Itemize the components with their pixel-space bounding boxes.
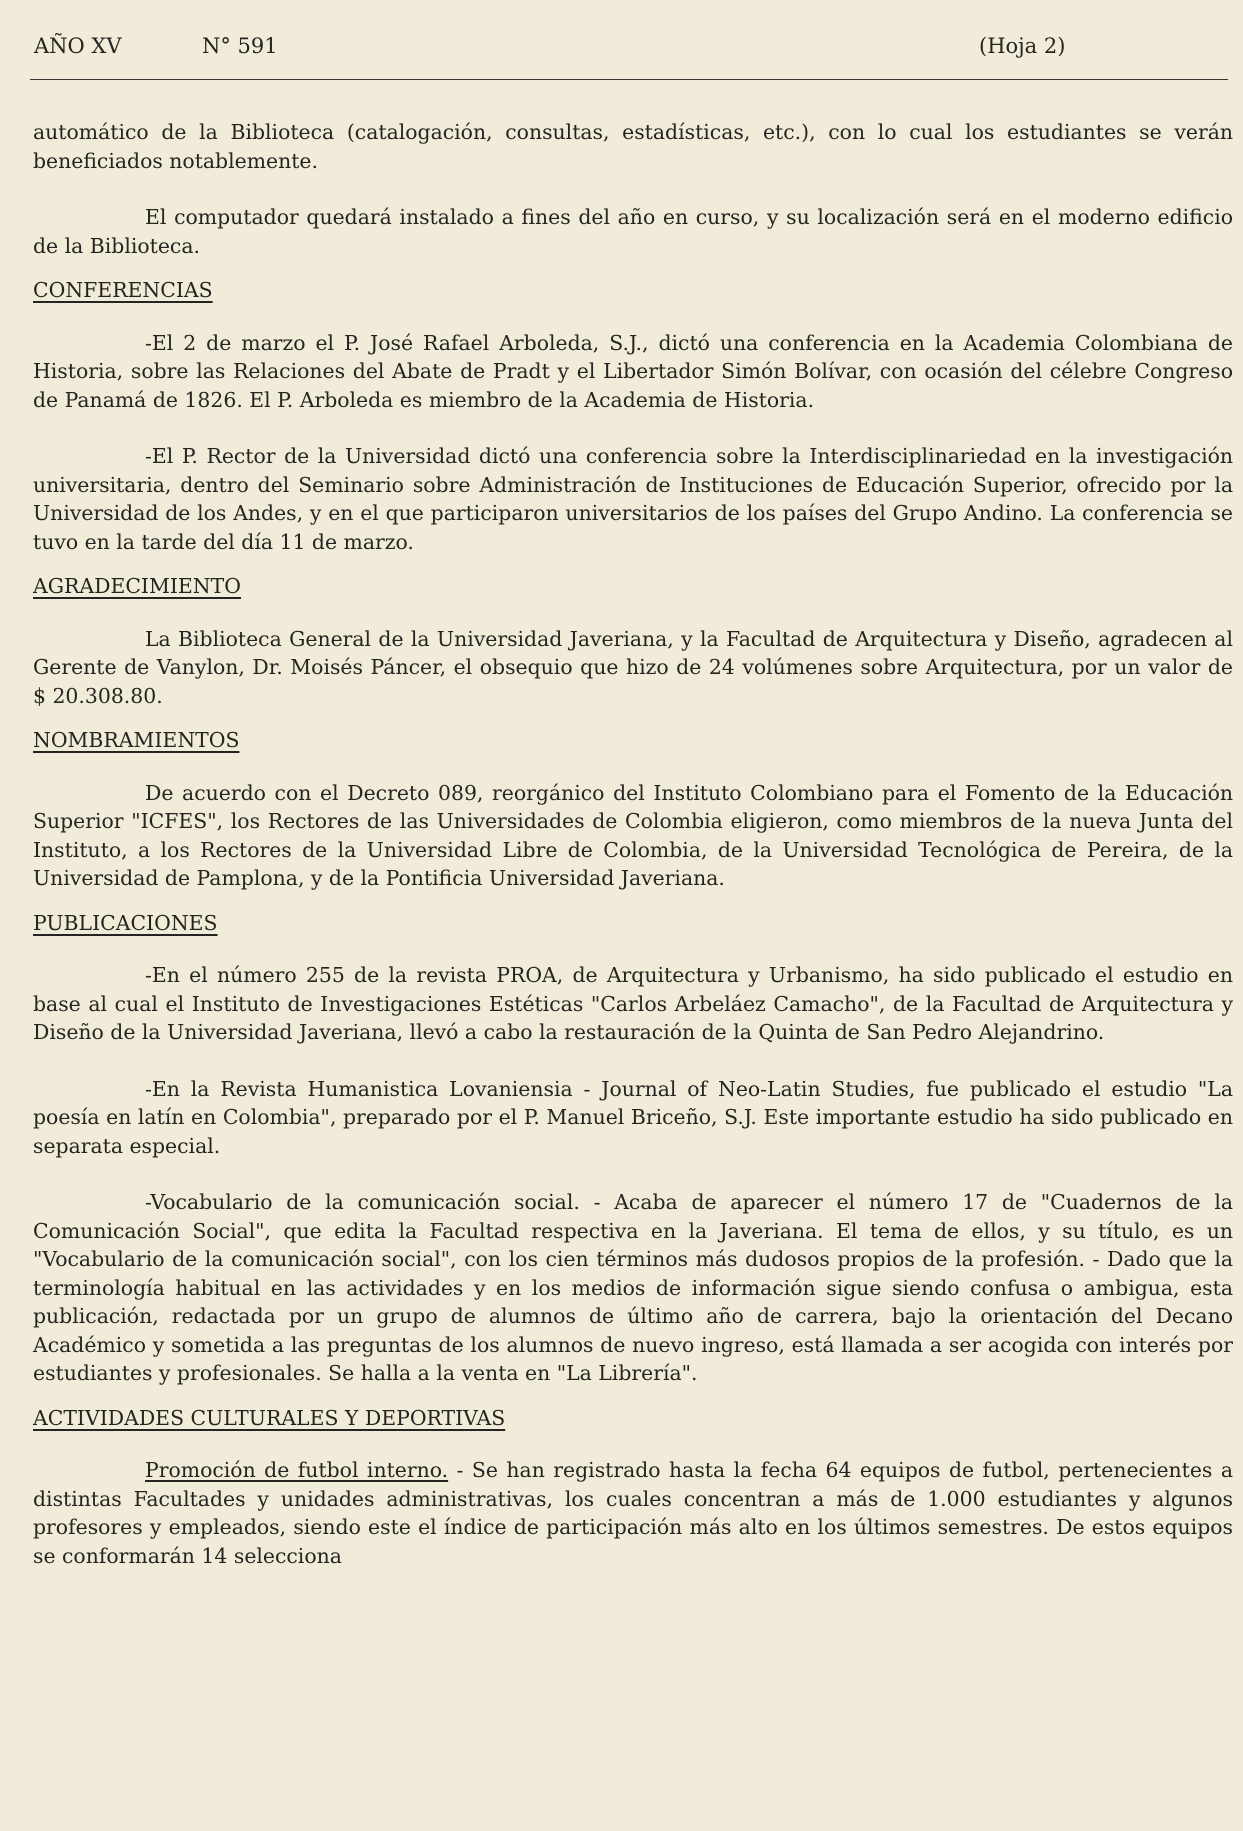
section-heading-agradecimiento: AGRADECIMIENTO — [33, 574, 241, 598]
actividades-paragraph — [33, 1456, 1233, 1570]
section-heading-conferencias: CONFERENCIAS — [33, 278, 213, 302]
publicaciones-paragraph-3: -Vocabulario de la comunicación social. - Acaba de aparecer el número 17 de "Cuadernos de la Comunicación Social", que edita la Facultad respectiva en la Javeriana. El tema de ellos, y su título, es un "Vocabulario de la comunicación social", con los cien términos más dudosos propios de la profesión. - Dado que la terminología habitual en las actividades y en los medios de información sigue siendo confusa o ambigua, esta publicación, redactada por un grupo de alumnos de último año de carrera, bajo la orientación del Decano Académico y sometida a las preguntas de los alumnos de nuevo ingreso, está llamada a ser acogida con interés por estudiantes y profesionales. Se halla a la venta en "La Librería". — [33, 1190, 1233, 1385]
nombramientos-paragraph: De acuerdo con el Decreto 089, reorgánico del Instituto Colombiano para el Fomento de la Educación Superior "ICFES", los Rectores de las Universidades de Colombia eligieron, como miembros de la nueva Junta del Instituto, a los Rectores de la Universidad Libre de Colombia, de la Universidad Tecnológica de Pereira, de la Universidad de Pamplona, y de la Pontificia Universidad Javeriana. — [33, 780, 1233, 890]
header-year: AÑO XV — [34, 34, 122, 58]
intro-paragraph-2: El computador quedará instalado a fines del año en curso, y su localización será en el moderno edificio de la Biblioteca. — [33, 205, 1233, 258]
page-header — [30, 30, 1235, 68]
conferencias-paragraph-1: -El 2 de marzo el P. José Rafael Arboleda, S.J., dictó una conferencia en la Academia Colombiana de Historia, sobre las Relaciones del Abate de Pradt y el Libertador Simón Bolívar, con ocasión del célebre Congreso de Panamá de 1826. El P. Arboleda es miembro de la Academia de Historia. — [33, 330, 1233, 412]
header-divider — [30, 79, 1228, 80]
header-sheet-number: (Hoja 2) — [979, 34, 1066, 58]
publicaciones-paragraph-2: -En la Revista Humanistica Lovaniensia - Journal of Neo-Latin Studies, fue publicado el estudio "La poesía en latín en Colombia", preparado por el P. Manuel Briceño, S.J. Este importante estudio ha sido publicado en separata especial. — [33, 1076, 1233, 1158]
intro-paragraph-1: automático de la Biblioteca (catalogación, consultas, estadísticas, etc.), con lo cual los estudiantes se verán beneficiados notablemente. — [33, 120, 1233, 173]
document-body — [33, 118, 1233, 1570]
section-heading-nombramientos: NOMBRAMIENTOS — [33, 728, 240, 752]
agradecimiento-paragraph: La Biblioteca General de la Universidad Javeriana, y la Facultad de Arquitectura y Diseño, agradecen al Gerente de Vanylon, Dr. Moisés Páncer, el obsequio que hizo de 24 volúmenes sobre Arquitectura, por un valor de $ 20.308.80. — [33, 626, 1233, 708]
publicaciones-paragraph-1: -En el número 255 de la revista PROA, de Arquitectura y Urbanismo, ha sido publicado el estudio en base al cual el Instituto de Investigaciones Estéticas "Carlos Arbeláez Camacho", de la Facultad de Arquitectura y Diseño de la Universidad Javeriana, llevó a cabo la restauración de la Quinta de San Pedro Alejandrino. — [33, 963, 1233, 1044]
conferencias-paragraph-2: -El P. Rector de la Universidad dictó una conferencia sobre la Interdisciplinariedad en la investigación universitaria, dentro del Seminario sobre Administración de Instituciones de Educación Superior, ofrecido por la Universidad de los Andes, y en el que participaron universitarios de los países del Grupo Andino. La conferencia se tuvo en la tarde del día 11 de marzo. — [33, 444, 1233, 554]
section-heading-actividades: ACTIVIDADES CULTURALES Y DEPORTIVAS — [33, 1405, 506, 1430]
header-issue-number: N° 591 — [202, 34, 278, 58]
futbol-text: - Se han registrado hasta la fecha 64 equipos de futbol, pertenecientes a distintas Facultades y unidades administrativas, los cuales concentran a más de 1.000 estudiantes y algunos profesores y empleados, siendo este el índice de participación más alto en los últimos semestres. De estos equipos se conformarán 14 selecciona — [33, 1458, 1234, 1568]
document-page — [30, 30, 1235, 1568]
section-heading-publicaciones: PUBLICACIONES — [33, 910, 218, 935]
futbol-subheading: Promoción de futbol interno. — [145, 1458, 449, 1482]
